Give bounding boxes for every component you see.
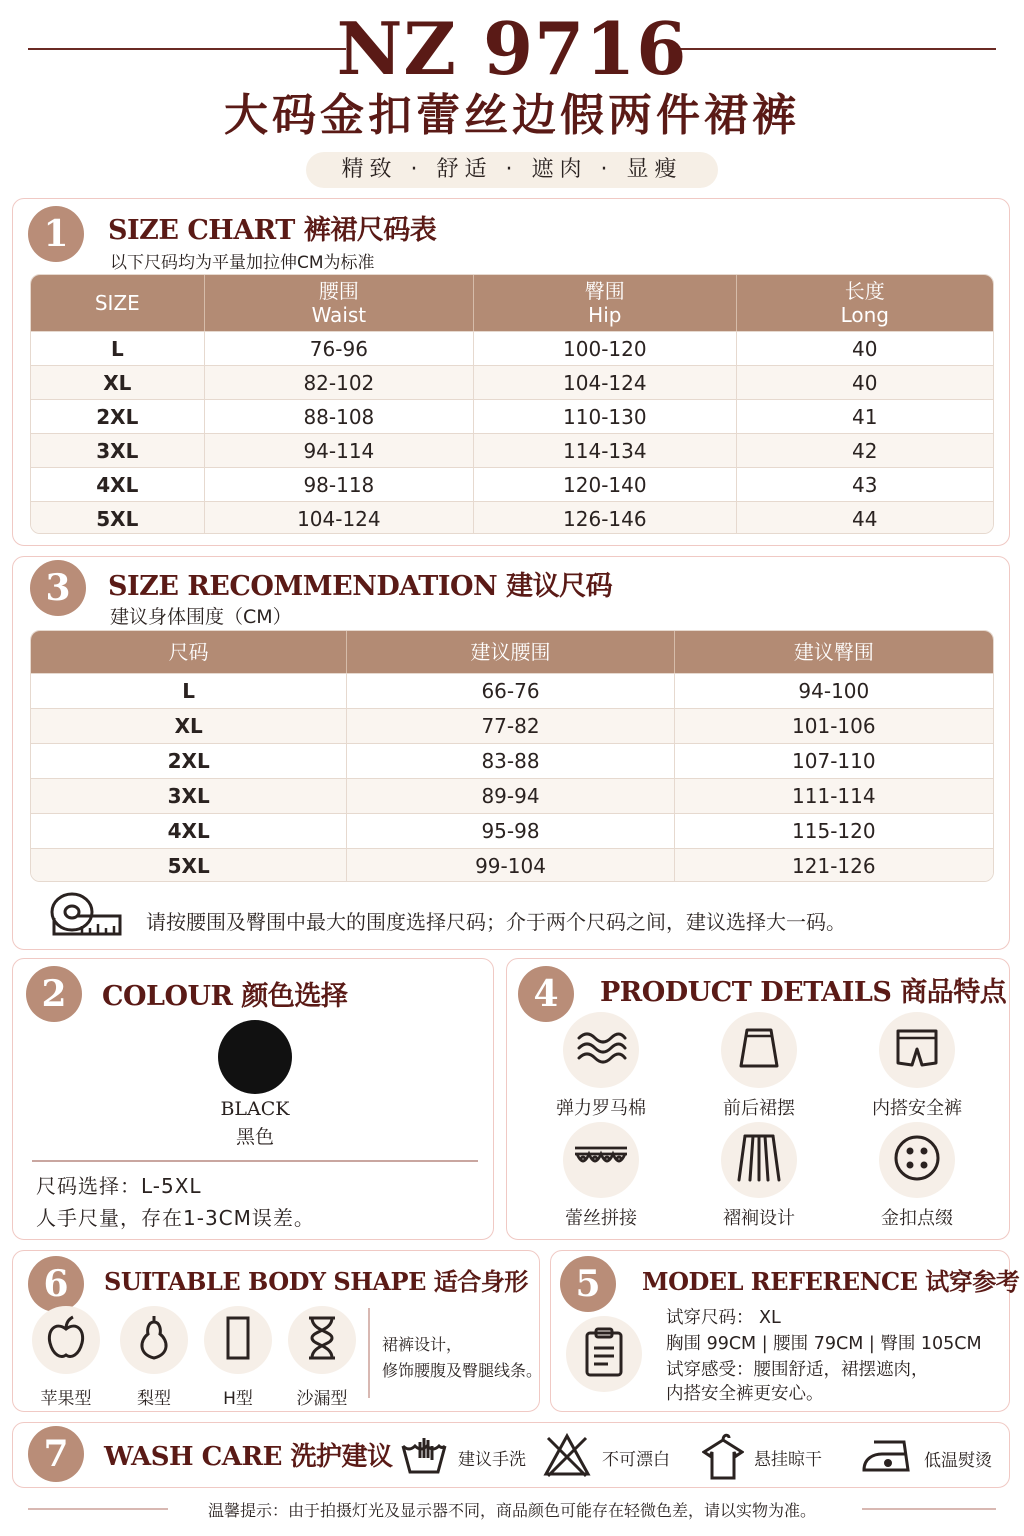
size-recommendation-cell: 3XL bbox=[31, 779, 347, 813]
size-chart-row bbox=[31, 331, 993, 365]
size-chart-cell: L bbox=[31, 332, 205, 365]
model-measurements: 胸围 99CM | 腰围 79CM | 臀围 105CM bbox=[666, 1334, 982, 1354]
colour-divider bbox=[32, 1160, 478, 1162]
size-recommendation-cell: 95-98 bbox=[347, 814, 674, 848]
body-shape-note-1: 裙裤设计， bbox=[382, 1335, 463, 1354]
size-recommendation-cell: 66-76 bbox=[347, 674, 674, 708]
stretch-wave-icon bbox=[575, 1028, 627, 1072]
size-chart-cell: 4XL bbox=[31, 468, 205, 501]
size-chart-row bbox=[31, 501, 993, 534]
size-recommendation-body bbox=[31, 673, 993, 882]
tagline: 精致 · 舒适 · 遮肉 · 显瘦 bbox=[306, 152, 718, 188]
apple-icon bbox=[45, 1315, 87, 1365]
feature-label: 弹力罗马棉 bbox=[556, 1098, 646, 1119]
wash-iron-low bbox=[860, 1436, 992, 1480]
model-feeling-1: 试穿感受：腰围舒适，裙摆遮肉， bbox=[666, 1360, 929, 1380]
clipboard-icon bbox=[582, 1326, 626, 1382]
shape-label: 苹果型 bbox=[40, 1389, 92, 1409]
size-recommendation-row bbox=[31, 813, 993, 848]
wash-label: 低温熨烫 bbox=[924, 1450, 992, 1471]
pear-icon bbox=[134, 1314, 174, 1366]
size-chart-cell: 5XL bbox=[31, 502, 205, 534]
hand-wash-icon bbox=[400, 1432, 448, 1482]
size-recommendation-cell: XL bbox=[31, 709, 347, 743]
size-recommendation-subtitle: 建议身体围度（CM） bbox=[110, 606, 292, 628]
size-chart-cell: 104-124 bbox=[474, 366, 736, 399]
size-recommendation-cell: 89-94 bbox=[347, 779, 674, 813]
model-number: NZ 9716 bbox=[336, 6, 688, 91]
skirt-icon bbox=[735, 1024, 783, 1076]
size-chart-cell: 40 bbox=[852, 370, 878, 395]
size-chart-cell: 44 bbox=[852, 506, 878, 531]
wash-hand bbox=[400, 1432, 526, 1482]
feature-skirt bbox=[684, 1012, 834, 1120]
size-recommendation-cell: L bbox=[31, 674, 347, 708]
size-chart-cell: 43 bbox=[852, 472, 878, 497]
size-chart-table bbox=[30, 274, 994, 534]
size-chart-cell: 100-120 bbox=[474, 332, 736, 365]
size-chart-title: SIZE CHART 裤裙尺码表 bbox=[108, 215, 437, 246]
wash-no-bleach bbox=[542, 1432, 670, 1482]
section-number-3: 3 bbox=[30, 560, 86, 616]
size-chart-cell: 82-102 bbox=[205, 366, 474, 399]
section-number-5: 5 bbox=[560, 1256, 616, 1312]
shape-apple bbox=[26, 1306, 106, 1409]
product-details-title: PRODUCT DETAILS 商品特点 bbox=[600, 977, 1007, 1008]
size-chart-subtitle: 以下尺码均为平量加拉伸CM为标准 bbox=[110, 253, 375, 273]
feature-button bbox=[842, 1122, 992, 1230]
size-recommendation-cell: 77-82 bbox=[347, 709, 674, 743]
size-recommendation-row bbox=[31, 673, 993, 708]
swatch-name-cn: 黑色 bbox=[235, 1126, 274, 1148]
size-chart-cell: XL bbox=[31, 366, 205, 399]
size-chart-row bbox=[31, 433, 993, 467]
size-recommendation-header-row bbox=[31, 631, 993, 673]
size-chart-row bbox=[31, 399, 993, 433]
shape-label: 梨型 bbox=[137, 1389, 171, 1409]
size-recommendation-cell: 2XL bbox=[31, 744, 347, 778]
hang-dry-icon bbox=[702, 1430, 744, 1484]
section-number-2: 2 bbox=[26, 966, 82, 1022]
size-recommendation-row bbox=[31, 848, 993, 882]
size-chart-row bbox=[31, 467, 993, 501]
lace-icon bbox=[573, 1140, 629, 1180]
section-number-1: 1 bbox=[28, 206, 84, 262]
size-chart-cell: 2XL bbox=[31, 400, 205, 433]
shape-label: H型 bbox=[223, 1389, 253, 1409]
size-chart-header-row bbox=[31, 275, 993, 331]
rec-col-waist: 建议腰围 bbox=[347, 631, 674, 673]
size-chart-cell: 120-140 bbox=[474, 468, 736, 501]
wash-care-title: WASH CARE 洗护建议 bbox=[104, 1442, 393, 1472]
size-recommendation-cell: 94-100 bbox=[798, 679, 870, 703]
measure-note: 人手尺量，存在1-3CM误差。 bbox=[36, 1206, 315, 1230]
size-chart-cell: 41 bbox=[852, 404, 878, 429]
size-recommendation-row bbox=[31, 708, 993, 743]
iron-low-icon bbox=[860, 1436, 914, 1480]
body-shape-separator bbox=[368, 1308, 370, 1398]
black-swatch[interactable] bbox=[218, 1020, 292, 1094]
size-chart-cell: 94-114 bbox=[205, 434, 474, 467]
shape-label: 沙漏型 bbox=[296, 1389, 348, 1409]
size-chart-cell: 88-108 bbox=[205, 400, 474, 433]
feature-label: 前后裙摆 bbox=[723, 1098, 795, 1119]
size-tip: 请按腰围及臀围中最大的围度选择尺码；介于两个尺码之间，建议选择大一码。 bbox=[146, 910, 846, 934]
shape-pear bbox=[114, 1306, 194, 1409]
size-chart-cell: 40 bbox=[852, 336, 878, 361]
no-bleach-icon bbox=[542, 1432, 592, 1482]
size-recommendation-title: SIZE RECOMMENDATION 建议尺码 bbox=[108, 571, 613, 602]
model-feeling-2: 内搭安全裤更安心。 bbox=[666, 1384, 824, 1404]
rec-col-hip: 建议臀围 bbox=[793, 640, 874, 664]
size-chart-col-size: SIZE bbox=[31, 275, 205, 331]
model-reference-title: MODEL REFERENCE 试穿参考 bbox=[642, 1267, 1020, 1296]
size-recommendation-row bbox=[31, 778, 993, 813]
size-range: 尺码选择：L-5XL bbox=[36, 1174, 202, 1198]
feature-shorts bbox=[842, 1012, 992, 1120]
feature-label: 褶裥设计 bbox=[723, 1208, 795, 1229]
footer-note: 温馨提示：由于拍摄灯光及显示器不同，商品颜色可能存在轻微色差，请以实物为准。 bbox=[207, 1501, 816, 1520]
size-chart-cell: 114-134 bbox=[474, 434, 736, 467]
feature-label: 蕾丝拼接 bbox=[565, 1208, 637, 1229]
size-recommendation-cell: 4XL bbox=[31, 814, 347, 848]
rec-col-size: 尺码 bbox=[31, 631, 347, 673]
button-icon bbox=[892, 1133, 942, 1187]
size-chart-cell: 98-118 bbox=[205, 468, 474, 501]
size-recommendation-cell: 111-114 bbox=[792, 784, 876, 808]
section-number-7: 7 bbox=[28, 1426, 84, 1482]
size-recommendation-cell: 121-126 bbox=[792, 854, 876, 878]
model-size: 试穿尺码： XL bbox=[666, 1308, 781, 1328]
size-chart-cell: 104-124 bbox=[205, 502, 474, 534]
swatch-name-en: BLACK bbox=[220, 1098, 290, 1120]
size-recommendation-cell: 83-88 bbox=[347, 744, 674, 778]
size-chart-cell: 3XL bbox=[31, 434, 205, 467]
shorts-icon bbox=[892, 1025, 942, 1075]
size-chart-cell: 110-130 bbox=[474, 400, 736, 433]
size-chart-cell: 126-146 bbox=[474, 502, 736, 534]
section-number-4: 4 bbox=[518, 966, 574, 1022]
shape-hourglass bbox=[282, 1306, 362, 1409]
wash-label: 不可漂白 bbox=[602, 1449, 670, 1470]
hourglass-icon bbox=[305, 1315, 339, 1365]
size-chart-col-hip: 臀围 Hip bbox=[474, 275, 736, 331]
feature-stretch bbox=[526, 1012, 676, 1120]
size-recommendation-row bbox=[31, 743, 993, 778]
size-chart-col-long: 长度 Long bbox=[840, 279, 889, 327]
product-name: 大码金扣蕾丝边假两件裙裤 bbox=[224, 90, 800, 141]
size-chart-cell: 76-96 bbox=[205, 332, 474, 365]
size-chart-cell: 42 bbox=[852, 438, 878, 463]
size-recommendation-cell: 5XL bbox=[31, 849, 347, 882]
size-recommendation-cell: 115-120 bbox=[792, 819, 876, 843]
pleat-icon bbox=[735, 1132, 783, 1188]
section-number-6: 6 bbox=[28, 1256, 84, 1312]
feature-label: 金扣点缀 bbox=[881, 1208, 953, 1229]
feature-pleat bbox=[684, 1122, 834, 1230]
size-chart-col-waist: 腰围 Waist bbox=[205, 275, 474, 331]
wash-hang-dry bbox=[702, 1430, 822, 1484]
h-shape-icon bbox=[223, 1315, 253, 1365]
clipboard-circle bbox=[566, 1316, 642, 1392]
size-recommendation-cell: 107-110 bbox=[792, 749, 876, 773]
size-recommendation-cell: 101-106 bbox=[792, 714, 876, 738]
shape-h bbox=[198, 1306, 278, 1409]
size-recommendation-table bbox=[30, 630, 994, 882]
feature-lace bbox=[526, 1122, 676, 1230]
size-chart-body bbox=[31, 331, 993, 534]
colour-title: COLOUR 颜色选择 bbox=[102, 981, 348, 1012]
body-shape-title: SUITABLE BODY SHAPE 适合身形 bbox=[104, 1267, 528, 1296]
size-recommendation-cell: 99-104 bbox=[347, 849, 674, 882]
feature-label: 内搭安全裤 bbox=[872, 1098, 962, 1119]
body-shape-note-2: 修饰腰腹及臀腿线条。 bbox=[382, 1361, 543, 1380]
wash-label: 悬挂晾干 bbox=[754, 1449, 822, 1470]
size-chart-row bbox=[31, 365, 993, 399]
tape-measure-icon bbox=[48, 888, 124, 940]
wash-label: 建议手洗 bbox=[458, 1449, 526, 1470]
